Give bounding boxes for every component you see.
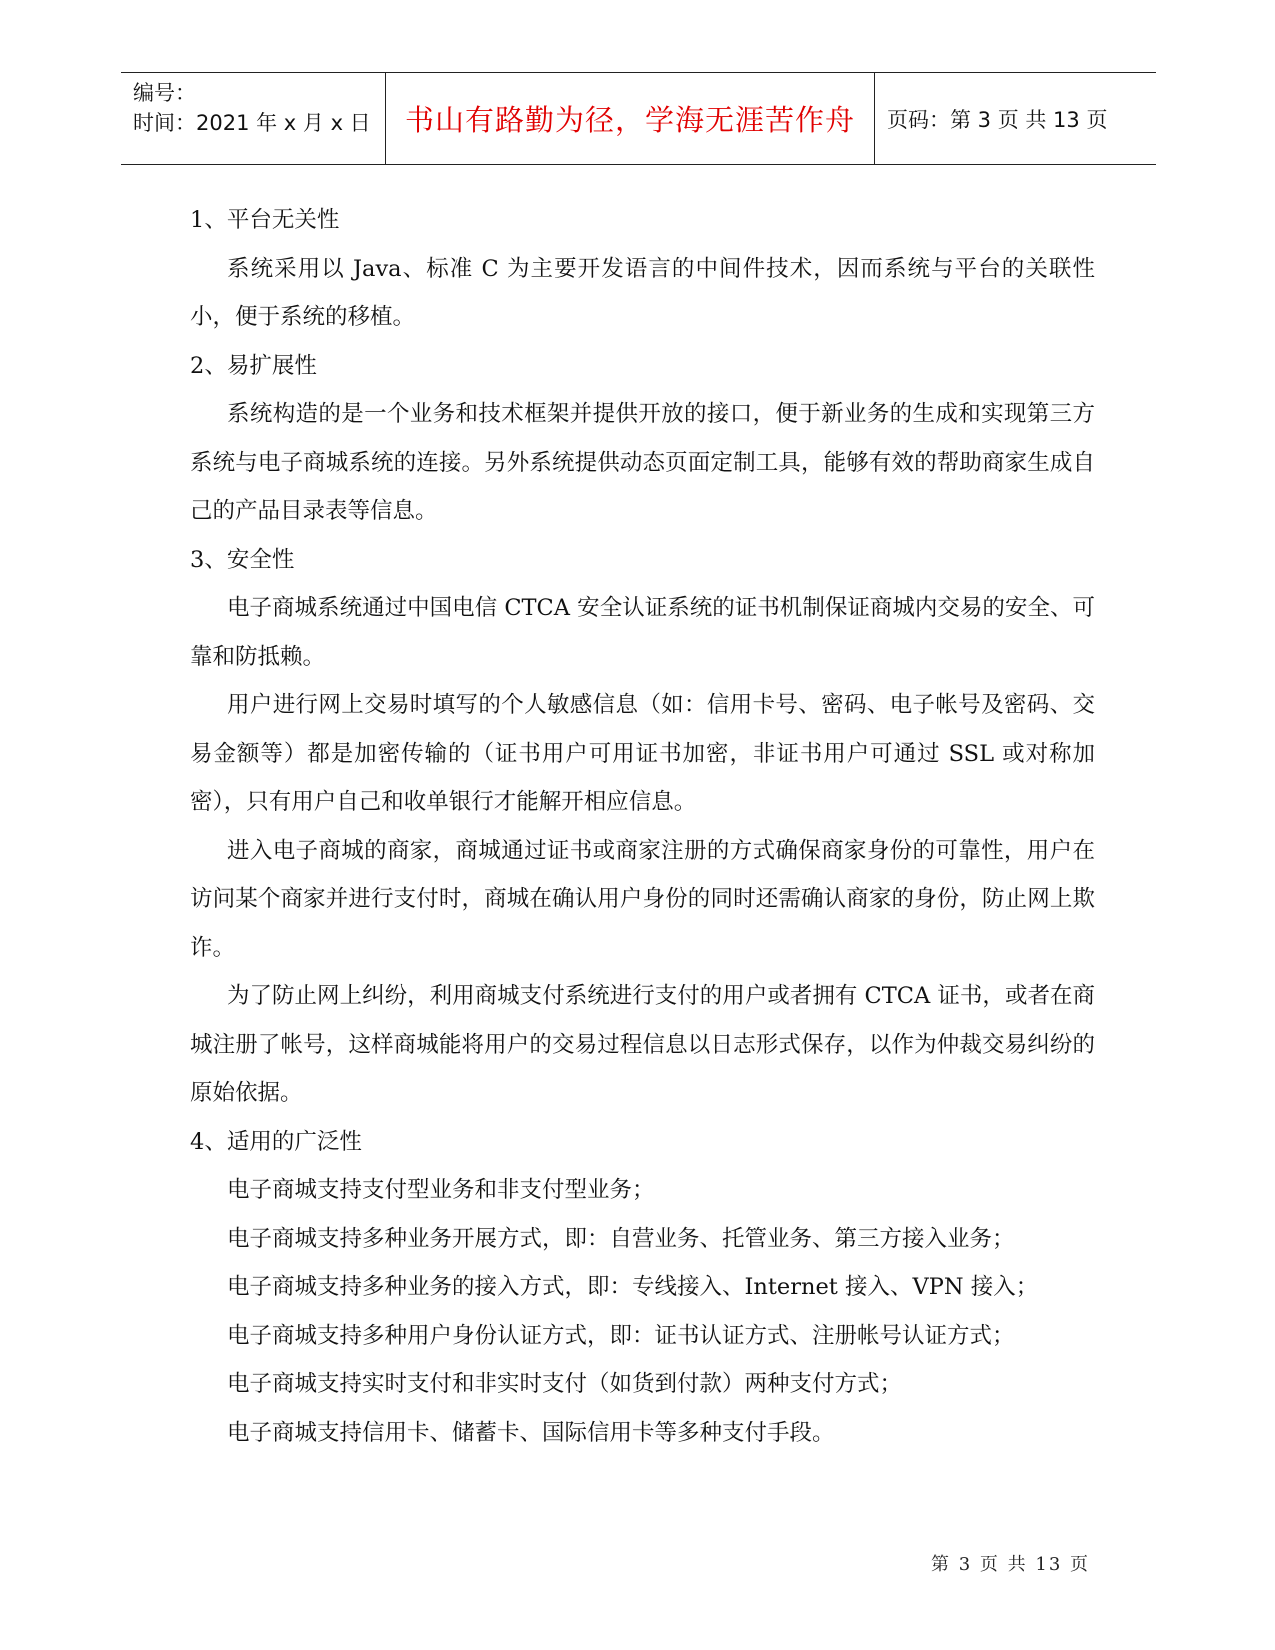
header-motto: 书山有路勤为径，学海无涯苦作舟 xyxy=(385,73,875,164)
body-paragraph: 系统构造的是一个业务和技术框架并提供开放的接口，便于新业务的生成和实现第三方系统与电子商城系统的连接。另外系统提供动态页面定制工具，能够有效的帮助商家生成自己的产品目录表等信息。 xyxy=(190,401,1095,524)
document-time-label: 时间：2021 年 x 月 x 日 xyxy=(133,111,371,135)
list-item: 电子商城支持支付型业务和非支付型业务； xyxy=(227,1177,655,1203)
document-body xyxy=(190,196,1095,1457)
header-page-info: 页码：第 3 页 共 13 页 xyxy=(887,107,1108,132)
body-paragraph: 电子商城系统通过中国电信 CTCA 安全认证系统的证书机制保证商城内交易的安全、可靠和防抵赖。 xyxy=(190,595,1095,670)
section-heading-platform-independence: 1、平台无关性 xyxy=(190,207,340,233)
section-heading-security: 3、安全性 xyxy=(190,546,295,573)
page-footer-number: 第 3 页 共 13 页 xyxy=(931,1554,1090,1575)
body-paragraph: 为了防止网上纠纷，利用商城支付系统进行支付的用户或者拥有 CTCA 证书，或者在商城注册了帐号，这样商城能将用户的交易过程信息以日志形式保存，以作为仲裁交易纠纷的原始依据。 xyxy=(190,983,1095,1106)
list-item: 电子商城支持实时支付和非实时支付（如货到付款）两种支付方式； xyxy=(227,1371,903,1397)
section-heading-extensibility: 2、易扩展性 xyxy=(190,352,317,379)
section-heading-applicability: 4、适用的广泛性 xyxy=(190,1128,362,1155)
list-item: 电子商城支持多种用户身份认证方式，即：证书认证方式、注册帐号认证方式； xyxy=(227,1322,1015,1349)
list-item: 电子商城支持信用卡、储蓄卡、国际信用卡等多种支付手段。 xyxy=(227,1419,835,1446)
body-paragraph: 系统采用以 Java、标准 C 为主要开发语言的中间件技术，因而系统与平台的关联性小，便于系统的移植。 xyxy=(190,255,1095,330)
body-paragraph: 用户进行网上交易时填写的个人敏感信息（如：信用卡号、密码、电子帐号及密码、交易金额等）都是加密传输的（证书用户可用证书加密，非证书用户可通过 SSL 或对称加密），只有用户自己和收单银行才能解开相应信息。 xyxy=(190,692,1095,815)
page-header xyxy=(121,72,1156,165)
document-number-label: 编号： xyxy=(133,81,196,105)
list-item: 电子商城支持多种业务的接入方式，即：专线接入、Internet 接入、VPN 接入； xyxy=(227,1274,1039,1300)
header-meta xyxy=(121,73,385,164)
body-paragraph: 进入电子商城的商家，商城通过证书或商家注册的方式确保商家身份的可靠性，用户在访问某个商家并进行支付时，商城在确认用户身份的同时还需确认商家的身份，防止网上欺诈。 xyxy=(190,837,1095,961)
list-item: 电子商城支持多种业务开展方式，即：自营业务、托管业务、第三方接入业务； xyxy=(227,1225,1015,1252)
